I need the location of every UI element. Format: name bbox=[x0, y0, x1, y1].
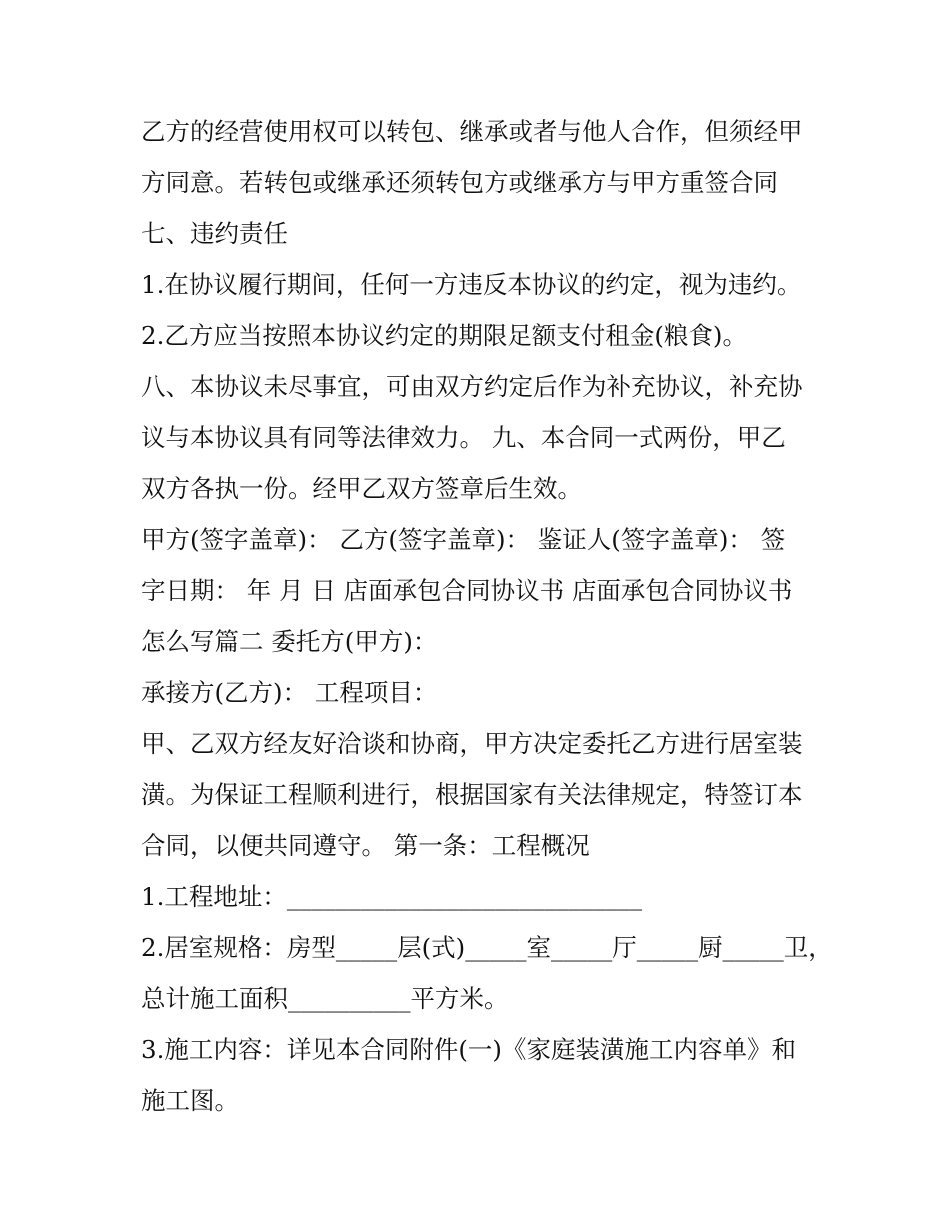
text-line-15: 合同，以便共同遵守。 第一条：工程概况 bbox=[141, 831, 590, 860]
construction-content-line: 3.施工内容：详见本合同附件(一)《家庭装潢施工内容单》和 bbox=[141, 1035, 796, 1064]
room-spec-line: 2.居室规格：房型_____层(式)_____室_____厅_____厨_____卫， bbox=[141, 933, 833, 962]
text-line-4: 1.在协议履行期间，任何一方违反本协议的约定，视为违约。 bbox=[141, 270, 802, 299]
text-line-20: 施工图。 bbox=[141, 1086, 239, 1115]
document-body bbox=[141, 106, 833, 1126]
date-line: 字日期： 年 月 日 店面承包合同协议书 店面承包合同协议书 bbox=[141, 576, 793, 605]
text-line-2: 方同意。若转包或继承还须转包方或继承方与甲方重签合同 bbox=[141, 168, 778, 197]
total-area-line: 总计施工面积__________平方米。 bbox=[141, 984, 509, 1013]
text-line-13: 甲、乙双方经友好洽谈和协商，甲方决定委托乙方进行居室装 bbox=[141, 729, 803, 758]
text-line-11: 怎么写篇二 委托方(甲方)： bbox=[141, 627, 438, 656]
text-line-12: 承接方(乙方)： 工程项目： bbox=[141, 678, 438, 707]
signature-line: 甲方(签字盖章)： 乙方(签字盖章)： 鉴证人(签字盖章)： 签 bbox=[141, 525, 786, 554]
text-line-6: 八、本协议未尽事宜，可由双方约定后作为补充协议，补充协 bbox=[141, 372, 803, 401]
text-line-14: 潢。为保证工程顺利进行，根据国家有关法律规定，特签订本 bbox=[141, 780, 803, 809]
text-line-8: 双方各执一份。经甲乙双方签章后生效。 bbox=[141, 474, 582, 503]
project-address-line: 1.工程地址：_____________________________ bbox=[141, 882, 643, 911]
text-line-7: 议与本协议具有同等法律效力。 九、本合同一式两份，甲乙 bbox=[141, 423, 786, 452]
section-heading-breach: 七、违约责任 bbox=[141, 219, 288, 248]
text-line-5: 2.乙方应当按照本协议约定的期限足额支付租金(粮食)。 bbox=[141, 321, 747, 350]
text-line-1: 乙方的经营使用权可以转包、继承或者与他人合作，但须经甲 bbox=[141, 117, 803, 146]
